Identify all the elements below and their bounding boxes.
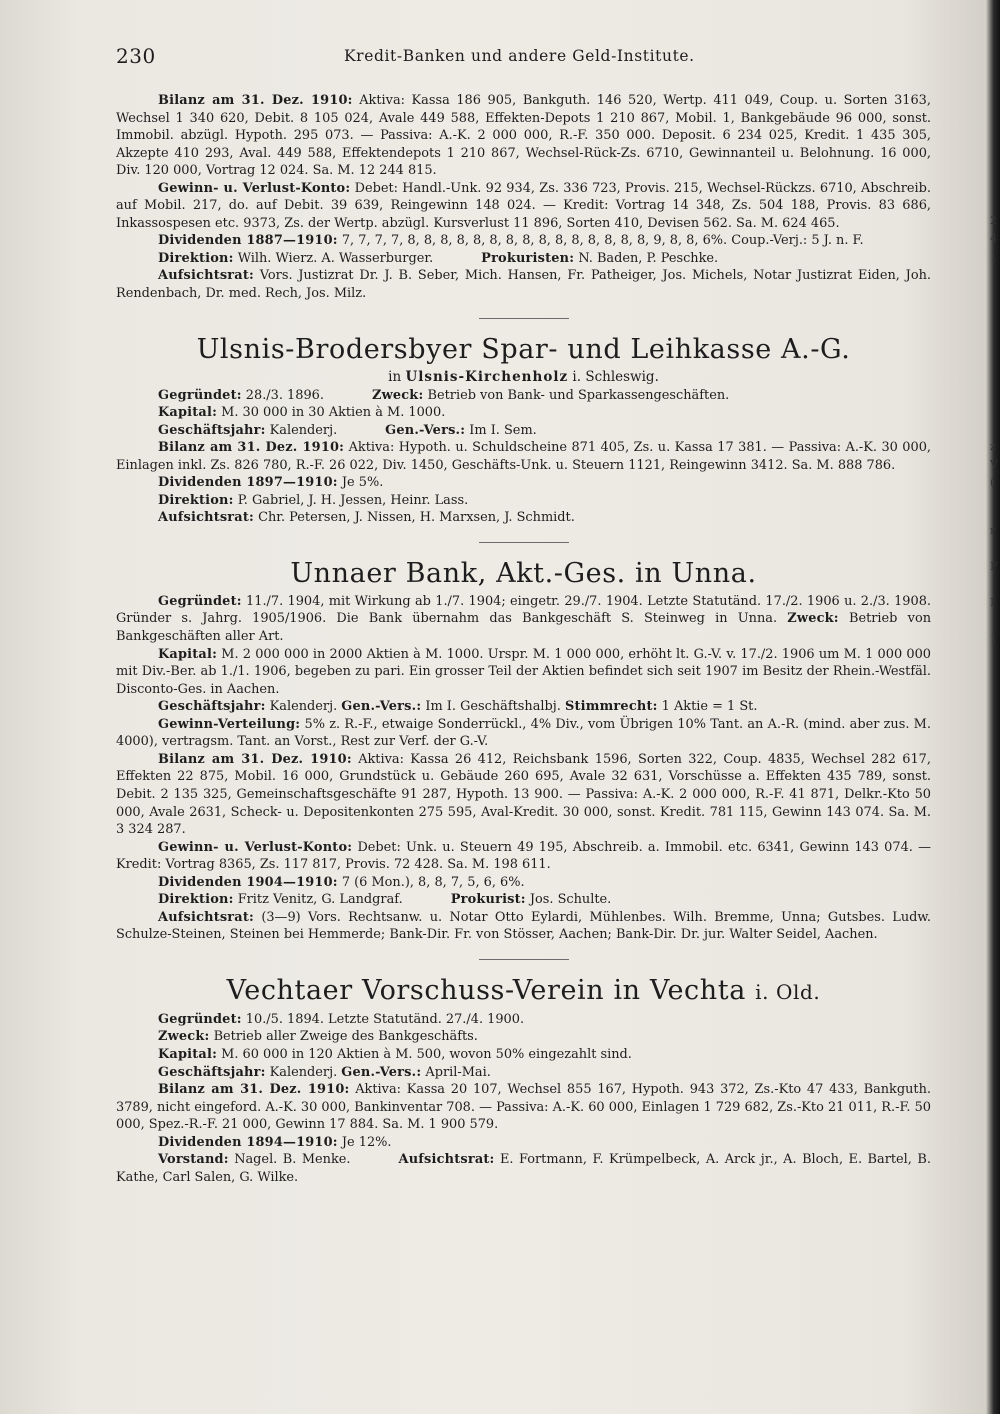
founded-text: 28./3. 1896.	[245, 387, 324, 403]
guv-text: Debet: Unk. u. Steuern 49 195, Abschreib. a. Immobil. etc. 6341, Gewinn 143 074. — Kredit: Vortrag 8365, Zs. 117 817, Provis. 72 428. Sa. M. 198 611.	[116, 839, 931, 873]
fiscal-year-label: Geschäftsjahr:	[158, 699, 266, 715]
capital-text: M. 60 000 in 120 Aktien à M. 500, wovon 50% eingezahlt sind.	[221, 1046, 632, 1062]
margin-mark: V	[990, 458, 998, 471]
aufsichtsrat-text: E. Fortmann, F. Krümpelbeck, A. Arck jr., A. Bloch, E. Bartel, B. Kathe, Carl Salen, G. Wilke.	[116, 1152, 931, 1185]
direktion-label: Direktion:	[158, 892, 234, 908]
page-edge-shadow	[986, 0, 1000, 1414]
section-divider	[479, 318, 569, 319]
entry-ulsnis-brodersbyer	[116, 333, 931, 527]
direktion-paragraph	[116, 492, 931, 510]
founded-text: 11./7. 1904, mit Wirkung ab 1./7. 1904; eingetr. 29./7. 1904. Letzte Statutänd. 17./2. 1906 u. 2./3. 1908. Gründer s. Jahrg. 1905/1906. Die Bank übernahm das Bankgeschäft S. Steinweg in Unna.	[116, 593, 931, 627]
general-meeting-text: Im I. Geschäftshalbj.	[425, 699, 561, 715]
bilanz-paragraph	[116, 92, 931, 180]
prokuristen-text: N. Baden, P. Peschke.	[578, 250, 719, 266]
guv-paragraph	[116, 180, 931, 233]
guv-text: Debet: Handl.-Unk. 92 934, Zs. 336 723, Provis. 215, Wechsel-Rückzs. 6710, Abschreib. auf Mobil. 217, do. auf Debit. 39 639, Reingewinn 148 024. — Kredit: Vortrag 14 348, Zs. 504 188, Provis. 83 686, Inkassospesen etc. 9373, Zs. der Wertp. abzügl. Kursverlust 11 896, Sorten 410, Devisen 562. Sa. M. 624 465.	[116, 180, 932, 231]
general-meeting-text: April-Mai.	[425, 1064, 491, 1080]
company-title-main: Vechtaer Vorschuss-Verein in Vechta	[226, 974, 746, 1006]
page-header	[116, 44, 926, 70]
entry-previous-bank	[116, 92, 931, 303]
vorstand-label: Vorstand:	[158, 1152, 229, 1168]
prokurist-text: Jos. Schulte.	[529, 892, 612, 908]
fiscal-year-label: Geschäftsjahr:	[158, 422, 266, 438]
vorstand-text: Nagel. B. Menke.	[234, 1152, 351, 1168]
capital-paragraph	[116, 646, 931, 699]
dividends-label: Dividenden 1894—1910:	[158, 1134, 338, 1150]
guv-paragraph	[116, 839, 931, 874]
section-divider	[479, 959, 569, 960]
founded-paragraph	[116, 1011, 931, 1029]
page-content	[116, 92, 931, 1186]
voting-right-text: 1 Aktie = 1 St.	[661, 699, 758, 715]
dividends-text: Je 12%.	[341, 1134, 392, 1150]
bilanz-text: Aktiva: Kassa 26 412, Reichsbank 1596, Sorten 322, Coup. 4835, Wechsel 282 617, Effekten 22 875, Mobil. 16 000, Grundstück u. Gebäude 260 695, Avale 32 631, Vorschüsse a. Effekten 435 789, sonst. Debit. 2 135 325, Gemeinschaftsgeschäfte 91 287, Hypoth. 13 900. — Passiva: A.-K. 2 000 000, R.-F. 41 871, Delkr.-Kto 50 000, Avale 2631, Scheck- u. Depositenkonten 275 595, Aval-Kredit. 30 000, sonst. Kredit. 781 115, Gewinn 143 074. Sa. M. 3 324 287.	[116, 751, 931, 838]
aufsichtsrat-paragraph	[116, 267, 931, 302]
aufsichtsrat-text: Vors. Justizrat Dr. J. B. Seber, Mich. Hansen, Fr. Patheiger, Jos. Michels, Notar Justizrat Eiden, Joh. Rendenbach, Dr. med. Rech, Jos. Milz.	[116, 268, 931, 302]
fiscal-year-paragraph	[116, 698, 931, 716]
direktion-label: Direktion:	[158, 250, 234, 266]
prokuristen-label: Prokuristen:	[481, 250, 575, 266]
founded-label: Gegründet:	[158, 387, 242, 403]
purpose-label: Zweck:	[787, 611, 839, 627]
bilanz-label: Bilanz am 31. Dez. 1910:	[158, 751, 352, 767]
fiscal-year-paragraph	[116, 1064, 931, 1082]
capital-paragraph	[116, 404, 931, 422]
company-title: Ulsnis-Brodersbyer Spar- und Leihkasse A.-G.	[196, 333, 851, 365]
purpose-label: Zweck:	[158, 1029, 210, 1045]
bilanz-text: Aktiva: Kassa 20 107, Wechsel 855 167, Hypoth. 943 372, Zs.-Kto 47 433, Bankguth. 3789, nicht eingeford. A.-K. 30 000, Bankinventar 708. — Passiva: A.-K. 60 000, Einlagen 1 729 682, Zs.-Kto 21 011, R.-F. 50 000, Spez.-R.-F. 21 000, Gewinn 17 884. Sa. M. 1 900 579.	[116, 1082, 931, 1133]
page-number: 230	[116, 44, 156, 68]
aufsichtsrat-paragraph	[116, 909, 931, 944]
guv-label: Gewinn- u. Verlust-Konto:	[158, 180, 351, 196]
margin-mark: 1	[990, 632, 997, 645]
location-city: Ulsnis-Kirchenholz	[405, 368, 569, 385]
capital-label: Kapital:	[158, 405, 218, 421]
voting-right-label: Stimmrecht:	[564, 699, 658, 715]
bilanz-paragraph	[116, 439, 931, 474]
margin-mark: 1	[990, 250, 997, 263]
direktion-text: Fritz Venitz, G. Landgraf.	[237, 892, 403, 908]
bilanz-label: Bilanz am 31. Dez. 1910:	[158, 93, 353, 108]
dividends-paragraph	[116, 874, 931, 892]
company-location	[116, 369, 931, 386]
section-divider	[479, 542, 569, 543]
dividends-label: Dividenden 1897—1910:	[158, 475, 338, 491]
founded-label: Gegründet:	[158, 1011, 242, 1027]
aufsichtsrat-label: Aufsichtsrat:	[158, 510, 254, 526]
profit-distribution-label: Gewinn-Verteilung:	[158, 716, 301, 732]
margin-mark: I	[990, 596, 995, 609]
general-meeting-text: Im I. Sem.	[469, 422, 537, 438]
founded-text: 10./5. 1894. Letzte Statutänd. 27./4. 1900.	[245, 1011, 525, 1027]
general-meeting-label: Gen.-Vers.:	[385, 422, 466, 438]
capital-text: M. 2 000 000 in 2000 Aktien à M. 1000. Urspr. M. 1 000 000, erhöht lt. G.-V. v. 17./2. 1906 um M. 1 000 000 mit Div.-Ber. ab 1./1. 1906, begeben zu pari. Ein grosser Teil der Aktien befindet sich seit 1907 im Besitz der Rhein.-Westfäl. Disconto-Ges. in Aachen.	[116, 646, 931, 697]
fiscal-year-text: Kalenderj.	[269, 1064, 338, 1080]
direktion-label: Direktion:	[158, 492, 234, 508]
capital-paragraph	[116, 1046, 931, 1064]
fiscal-year-text: Kalenderj.	[269, 422, 338, 438]
purpose-text: Betrieb von Bankgeschäften aller Art.	[116, 611, 932, 645]
location-prefix: in	[388, 368, 402, 385]
aufsichtsrat-label: Aufsichtsrat:	[398, 1152, 495, 1168]
dividends-paragraph	[116, 232, 931, 250]
capital-label: Kapital:	[158, 1046, 218, 1062]
dividends-paragraph	[116, 474, 931, 492]
bilanz-text: Aktiva: Kassa 186 905, Bankguth. 146 520, Wertp. 411 049, Coup. u. Sorten 3163, Wechsel 1 340 620, Debit. 8 105 024, Avale 449 588, Effekten-Depots 1 210 867, Mobil. 1, Bankgebäude 96 000, sonst. Immobil. abzügl. Hypoth. 295 073. — Passiva: A.-K. 2 000 000, R.-F. 350 000. Deposit. 6 234 025, Kredit. 1 435 305, Akzepte 410 293, Aval. 449 588, Effektendepots 1 210 867, Wechsel-Rück-Zs. 6710, Gewinnanteil u. Belohnung. 16 000, Div. 120 000, Vortrag 12 024. Sa. M. 12 244 815.	[116, 93, 931, 179]
location-suffix: i. Schleswig.	[572, 368, 659, 385]
purpose-text: Betrieb von Bank- und Sparkassengeschäften.	[427, 387, 730, 403]
direktion-text: P. Gabriel, J. H. Jessen, Heinr. Lass.	[237, 492, 469, 508]
founded-paragraph	[116, 387, 931, 405]
fiscal-year-text: Kalenderj.	[269, 699, 338, 715]
bilanz-paragraph	[116, 1081, 931, 1134]
aufsichtsrat-paragraph	[116, 509, 931, 527]
company-title: Unnaer Bank, Akt.-Ges. in Unna.	[290, 557, 757, 589]
founded-label: Gegründet:	[158, 593, 242, 609]
margin-mark: F	[990, 560, 998, 573]
dividends-paragraph	[116, 1134, 931, 1152]
bilanz-label: Bilanz am 31. Dez. 1910:	[158, 440, 345, 456]
capital-label: Kapital:	[158, 646, 218, 662]
aufsichtsrat-label: Aufsichtsrat:	[158, 268, 254, 284]
dividends-text: 7 (6 Mon.), 8, 8, 7, 5, 6, 6%.	[341, 874, 525, 890]
aufsichtsrat-label: Aufsichtsrat:	[158, 909, 254, 925]
running-title: Kredit-Banken und andere Geld-Institute.	[344, 47, 695, 65]
capital-text: M. 30 000 in 30 Aktien à M. 1000.	[221, 405, 446, 421]
entry-vechtaer-vorschuss-verein	[116, 974, 931, 1186]
founded-paragraph	[116, 593, 931, 646]
company-title-suffix: i. Old.	[755, 979, 821, 1004]
profit-distribution-text: 5% z. R.-F., etwaige Sonderrückl., 4% Div., vom Übrigen 10% Tant. an A.-R. (mind. aber zus. M. 4000), vertragsm. Tant. an Vorst., Rest zur Verf. der G.-V.	[116, 716, 931, 750]
purpose-paragraph	[116, 1028, 931, 1046]
dividends-label: Dividenden 1887—1910:	[158, 233, 338, 249]
general-meeting-label: Gen.-Vers.:	[341, 1064, 422, 1080]
entry-unnaer-bank	[116, 557, 931, 944]
purpose-text: Betrieb aller Zweige des Bankgeschäfts.	[213, 1029, 478, 1045]
margin-mark: 4	[990, 232, 997, 245]
direktion-paragraph	[116, 250, 931, 268]
vorstand-paragraph	[116, 1151, 931, 1186]
dividends-label: Dividenden 1904—1910:	[158, 874, 338, 890]
bilanz-text: Aktiva: Hypoth. u. Schuldscheine 871 405, Zs. u. Kassa 17 381. — Passiva: A.-K. 30 000, Einlagen inkl. Zs. 826 780, R.-F. 26 022, Div. 1450, Geschäfts-Unk. u. Steuern 1121, Reingewinn 3412. Sa. M. 888 786.	[116, 440, 931, 473]
profit-distribution-paragraph	[116, 716, 931, 751]
general-meeting-label: Gen.-Vers.:	[341, 699, 422, 715]
dividends-text: 7, 7, 7, 7, 8, 8, 8, 8, 8, 8, 8, 8, 8, 8, 8, 8, 8, 8, 8, 9, 8, 8, 6%. Coup.-Verj.: 5 J. n. F.	[341, 233, 864, 249]
purpose-label: Zweck:	[371, 387, 424, 403]
fiscal-year-label: Geschäftsjahr:	[158, 1064, 266, 1080]
aufsichtsrat-text: (3—9) Vors. Rechtsanw. u. Notar Otto Eylardi, Mühlenbes. Wilh. Bremme, Unna; Gutsbes. Ludw. Schulze-Steinen, Steinen bei Hemmerde; Bank-Dir. Fr. von Stösser, Aachen; Bank-Dir. Dr. jur. Walter Seidel, Aachen.	[116, 909, 931, 943]
margin-mark: r	[990, 524, 996, 537]
bilanz-label: Bilanz am 31. Dez. 1910:	[158, 1082, 350, 1098]
guv-label: Gewinn- u. Verlust-Konto:	[158, 839, 353, 855]
dividends-text: Je 5%.	[341, 475, 384, 491]
direktion-text: Wilh. Wierz. A. Wasserburger.	[237, 250, 434, 266]
fiscal-year-paragraph	[116, 422, 931, 440]
bilanz-paragraph	[116, 751, 931, 839]
margin-mark: 2	[990, 214, 997, 227]
aufsichtsrat-text: Chr. Petersen, J. Nissen, H. Marxsen, J. Schmidt.	[258, 510, 575, 526]
company-title	[116, 974, 931, 1009]
prokurist-label: Prokurist:	[450, 892, 526, 908]
direktion-paragraph	[116, 891, 931, 909]
margin-mark: z	[990, 440, 996, 453]
margin-mark: (	[990, 476, 995, 489]
